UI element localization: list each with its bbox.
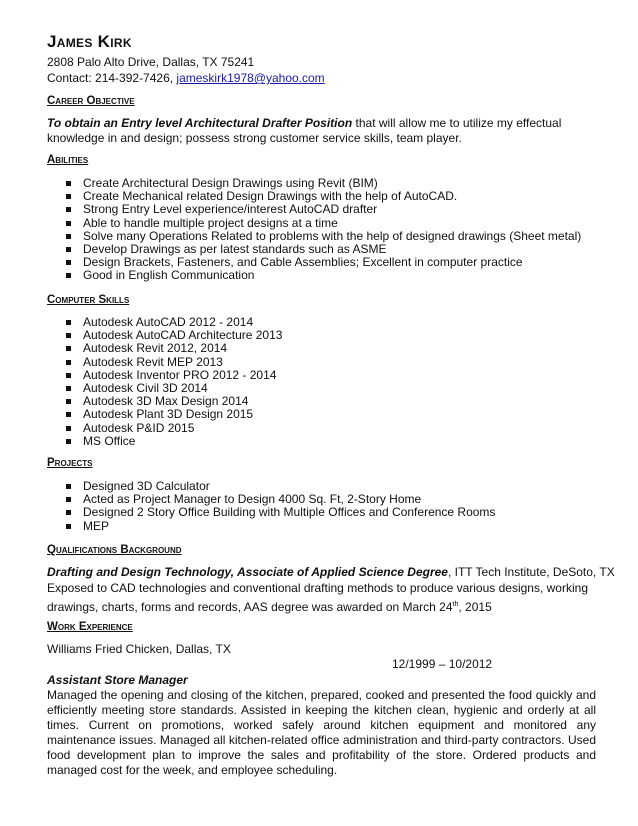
skills-list [47,316,600,448]
projects-heading: Projects [47,457,93,469]
objective-line-1 [47,116,600,131]
list-item: MS Office [47,435,600,448]
list-item: Autodesk Revit MEP 2013 [47,356,600,369]
school: , ITT Tech Institute, DeSoto, TX [447,565,615,579]
list-item: Good in English Communication [47,269,600,282]
job-title: Assistant Store Manager [47,673,188,687]
qualifications-year: , 2015 [458,600,492,614]
ordinal-suffix: th [452,601,459,608]
list-item: Develop Drawings as per latest standards such as ASME [47,243,600,256]
abilities-list [47,177,600,283]
qualifications-text: drawings, charts, forms and records, AAS degree was awarded on March 24 [47,600,453,614]
list-item: Autodesk Revit 2012, 2014 [47,342,600,355]
degree-line [47,565,615,580]
list-item: Autodesk Plant 3D Design 2015 [47,408,600,421]
list-item: Autodesk P&ID 2015 [47,422,600,435]
qualifications-heading: Qualifications Background [47,544,182,556]
candidate-name: James Kirk [47,32,132,51]
abilities-heading: Abilities [47,154,89,166]
qualifications-line-2: Exposed to CAD technologies and conventional drafting methods to produce various designs, working [47,581,588,595]
list-item: Design Brackets, Fasteners, and Cable Assemblies; Excellent in computer practice [47,256,600,269]
computer-skills-heading: Computer Skills [47,294,130,306]
objective-bold: To obtain an Entry level Architectural Drafter Position [47,116,353,130]
career-objective-heading: Career Objective [47,95,135,107]
list-item: Acted as Project Manager to Design 4000 Sq. Ft, 2-Story Home [47,493,600,506]
list-item: Designed 3D Calculator [47,480,600,493]
qualifications-line-3 [47,597,600,612]
list-item: Autodesk Civil 3D 2014 [47,382,600,395]
list-item: Designed 2 Story Office Building with Multiple Offices and Conference Rooms [47,506,600,519]
list-item: Autodesk AutoCAD Architecture 2013 [47,329,600,342]
list-item: Strong Entry Level experience/interest AutoCAD drafter [47,203,600,216]
work-experience-heading: Work Experience [47,621,133,633]
list-item: Create Architectural Design Drawings using Revit (BIM) [47,177,600,190]
email-link[interactable]: jameskirk1978@yahoo.com [176,71,325,85]
list-item: Autodesk AutoCAD 2012 - 2014 [47,316,600,329]
job-description: Managed the opening and closing of the kitchen, prepared, cooked and presented the food quickly and efficiently meeting store standards. Assisted in keeping the kitchen clean, hygienic and orderly at all times. Current on promotions, worked safely around kitchen equipment and monitored any maintenance issues. Managed all kitchen-related office administration and third-party contractors. Used food development plan to improve the sales and profitability of the store. Ordered products and managed cost for the week, and employee scheduling. [47,688,596,777]
list-item: Autodesk 3D Max Design 2014 [47,395,600,408]
address: 2808 Palo Alto Drive, Dallas, TX 75241 [47,55,255,69]
projects-list [47,480,600,533]
objective-line-2: knowledge in and design; possess strong customer service skills, team player. [47,131,462,145]
contact-phone: Contact: 214-392-7426, [47,71,177,85]
degree-title: Drafting and Design Technology, Associate of Applied Science Degree [47,565,448,579]
list-item: Autodesk Inventor PRO 2012 - 2014 [47,369,600,382]
employment-dates: 12/1999 – 10/2012 [392,657,493,671]
list-item: Solve many Operations Related to problems with the help of designed drawings (Sheet metal) [47,230,600,243]
employer: Williams Fried Chicken, Dallas, TX [47,642,231,656]
dates-row [47,657,600,672]
contact-line [47,71,600,86]
list-item: MEP [47,520,600,533]
objective-rest: that will allow me to utilize my effectual [352,116,562,130]
list-item: Able to handle multiple project designs at a time [47,217,600,230]
list-item: Create Mechanical related Design Drawings with the help of AutoCAD. [47,190,600,203]
